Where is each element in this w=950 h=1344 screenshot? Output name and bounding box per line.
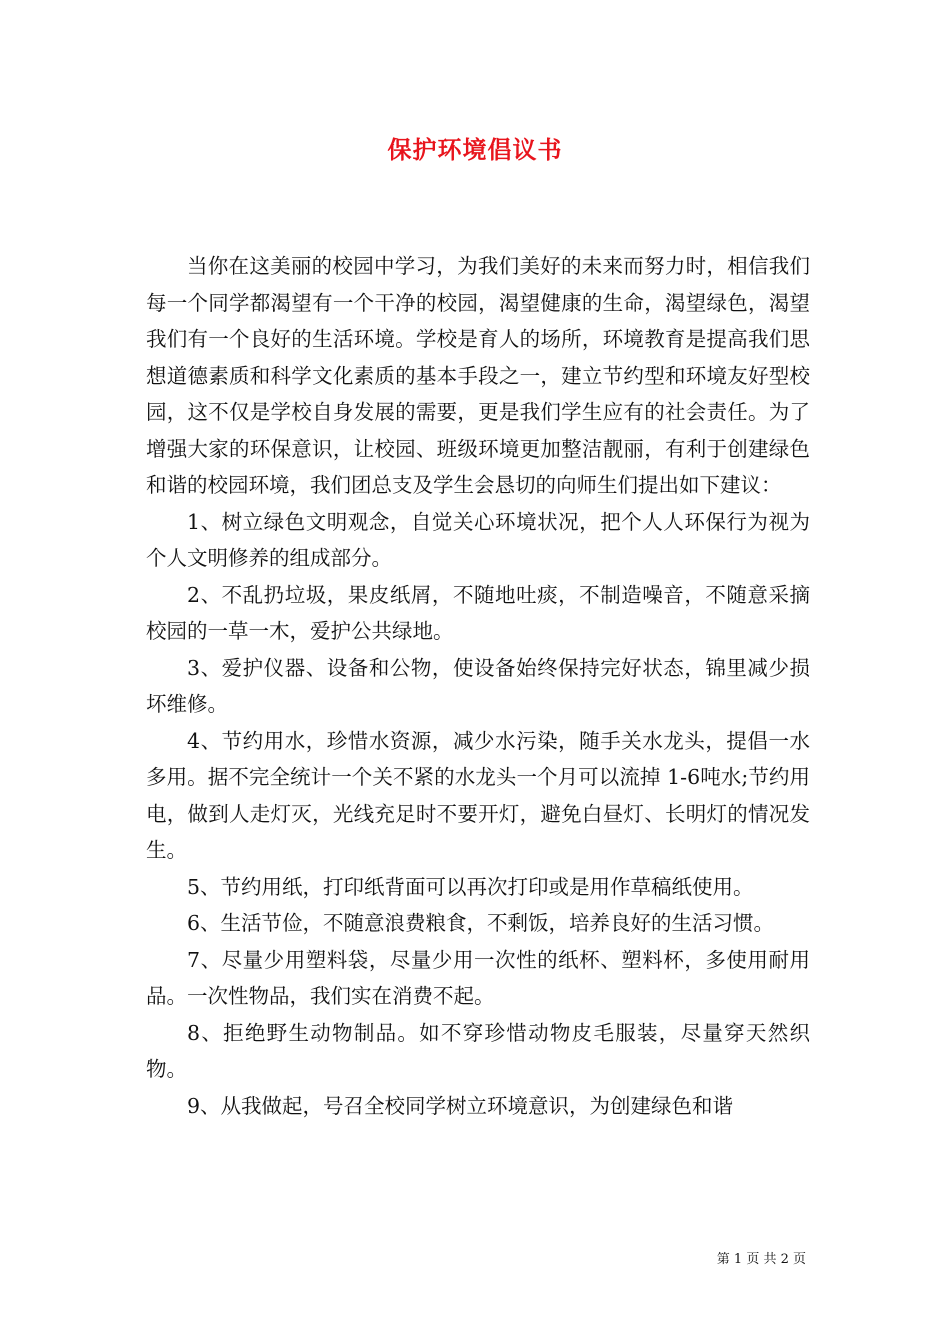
intro-paragraph: 当你在这美丽的校园中学习，为我们美好的未来而努力时，相信我们每一个同学都渴望有一个干净的校园，渴望健康的生命，渴望绿色，渴望我们有一个良好的生活环境。学校是育人的场所，环境教育是提高我们思想道德素质和科学文化素质的基本手段之一，建立节约型和环境友好型校园，这不仅是学校自身发展的需要，更是我们学生应有的社会责任。为了增强大家的环保意识，让校园、班级环境更加整洁靓丽，有利于创建绿色和谐的校园环境，我们团总支及学生会恳切的向师生们提出如下建议：: [146, 254, 810, 497]
document-title: 保护环境倡议书: [387, 135, 563, 164]
suggestion-item-6: 6、生活节俭，不随意浪费粮食，不剩饭，培养良好的生活习惯。: [187, 911, 775, 935]
suggestion-item-7: 7、尽量少用塑料袋，尽量少用一次性的纸杯、塑料杯，多使用耐用品。一次性物品，我们实在消费不起。: [146, 947, 810, 1008]
suggestion-item-5: 5、节约用纸，打印纸背面可以再次打印或是用作草稿纸使用。: [187, 874, 754, 899]
suggestion-item-2: 2、不乱扔垃圾，果皮纸屑，不随地吐痰，不制造噪音，不随意采摘校园的一草一木，爱护公共绿地。: [146, 582, 810, 643]
suggestion-item-3: 3、爱护仪器、设备和公物，使设备始终保持完好状态，锦里减少损坏维修。: [146, 655, 810, 716]
suggestion-item-4: 4、节约用水，珍惜水资源，减少水污染，随手关水龙头，提倡一水多用。据不完全统计一个关不紧的水龙头一个月可以流掉 1-6吨水;节约用电，做到人走灯灭，光线充足时不要开灯，避免白昼灯、长明灯的情况发生。: [146, 728, 810, 862]
page-number: 第 1 页 共 2 页: [716, 1252, 806, 1267]
suggestion-item-1: 1、树立绿色文明观念，自觉关心环境状况，把个人人环保行为视为个人文明修养的组成部分。: [146, 509, 810, 570]
document-body: [146, 248, 810, 1124]
suggestion-item-9: 9、从我做起，号召全校同学树立环境意识，为创建绿色和谐: [187, 1093, 734, 1118]
suggestion-item-8: 8、拒绝野生动物制品。如不穿珍惜动物皮毛服装，尽量穿天然织物。: [146, 1020, 810, 1081]
